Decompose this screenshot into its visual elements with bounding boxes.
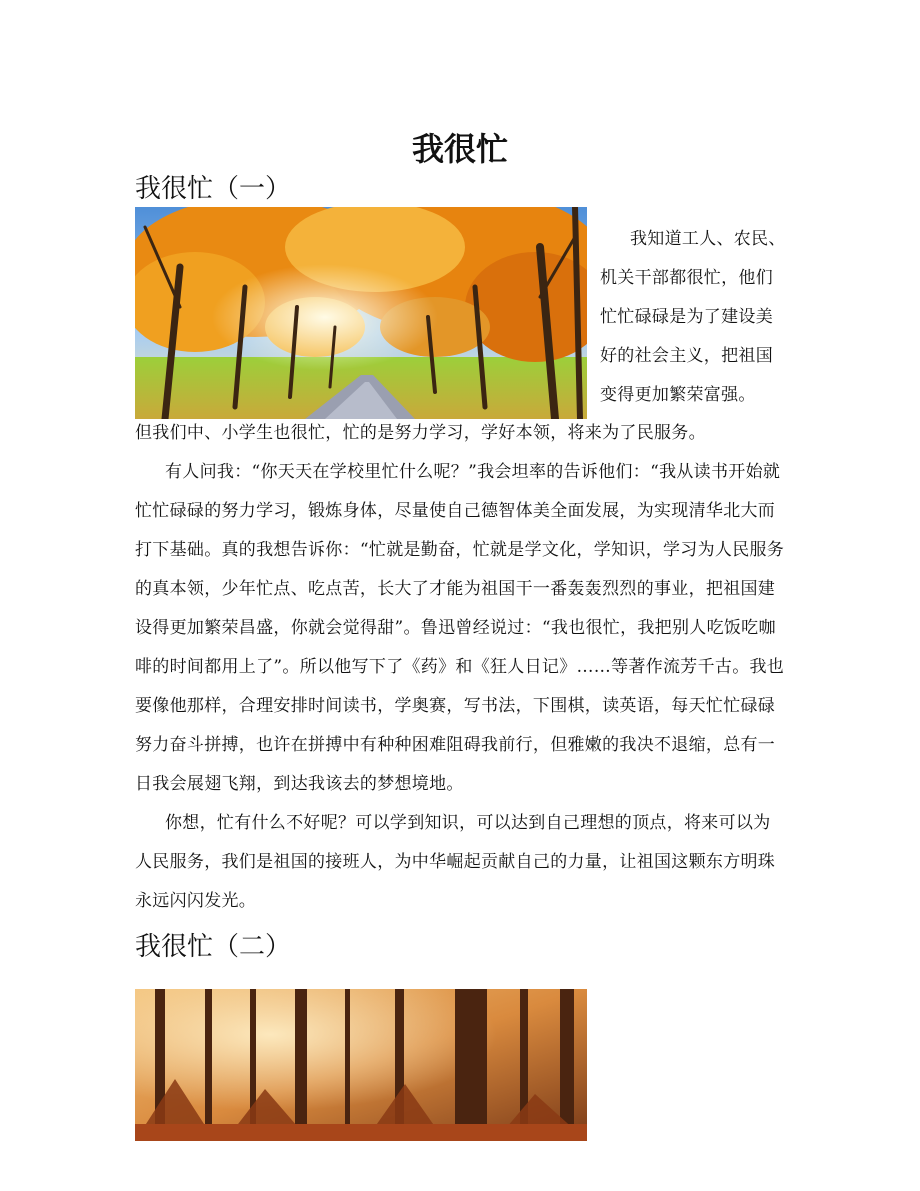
section-heading-2: 我很忙（二） [135, 932, 292, 962]
autumn-road-photo [135, 207, 587, 419]
paragraph-2: 有人问我：“你天天在学校里忙什么呢？”我会坦率的告诉他们：“我从读书开始就忙忙碌碌的努力学习，锻炼身体，尽量使自己德智体美全面发展，为实现清华北大而打下基础。真的我想告诉你：“忙就是勤奋，忙就是学文化，学知识，学习为人民服务的真本领，少年忙点、吃点苦，长大了才能为祖国干一番轰轰烈烈的事业，把祖国建设得更加繁荣昌盛，你就会觉得甜”。鲁迅曾经说过：“我也很忙，我把别人吃饭吃咖啡的时间都用上了”。所以他写下了《药》和《狂人日记》……等著作流芳千古。我也要像他那样，合理安排时间读书，学奥赛，写书法，下围棋，读英语，每天忙忙碌碌努力奋斗拼搏，也许在拼搏中有种种困难阻碍我前行，但雅嫩的我决不退缩，总有一日我会展翅飞翔，到达我该去的梦想境地。 [135, 462, 785, 794]
autumn-forest-photo [135, 989, 587, 1141]
paragraph-3: 你想，忙有什么不好呢？可以学到知识，可以达到自己理想的顶点，将来可以为人民服务，我们是祖国的接班人，为中华崛起贡献自己的力量，让祖国这颗东方明珠永远闪闪发光。 [135, 813, 776, 911]
section1-body [135, 414, 787, 921]
section-heading-1: 我很忙（一） [135, 174, 292, 204]
intro-side-text [600, 220, 786, 415]
page-title: 我很忙 [411, 130, 508, 168]
paragraph-1: 但我们中、小学生也很忙，忙的是努力学习，学好本领，将来为了民服务。 [135, 423, 706, 443]
intro-paragraph: 我知道工人、农民、机关干部都很忙，他们忙忙碌碌是为了建设美好的社会主义，把祖国变得更加繁荣富强。 [600, 229, 786, 405]
